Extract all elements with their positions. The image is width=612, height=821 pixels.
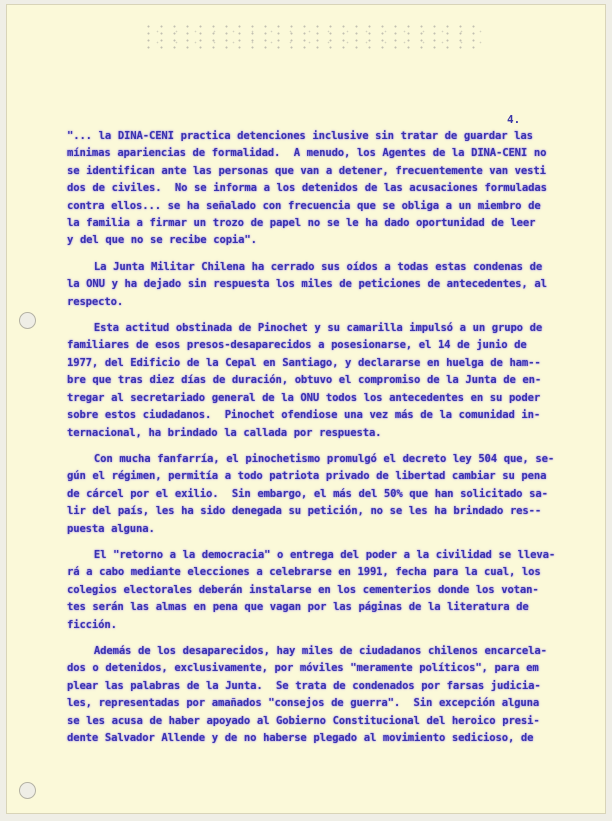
text-line: dente Salvador Allende y de no haberse plegado al movimiento sedicioso, de (67, 732, 534, 744)
text-line: Además de los desaparecidos, hay miles de ciudadanos chilenos encarcela- (67, 644, 547, 657)
text-line: bre que tras diez días de duración, obtuvo el compromiso de la Junta de en- (67, 374, 542, 387)
text-line: se identifican ante las personas que van a detener, frecuentemente van vesti (67, 164, 546, 177)
paragraph (67, 451, 555, 538)
paragraph (67, 259, 547, 311)
text-line: lir del país, les ha sido denegada su petición, no se les ha brindado res-- (67, 505, 542, 518)
punch-hole-top (19, 312, 36, 329)
text-line: puesta alguna. (67, 522, 155, 535)
paragraph (67, 643, 547, 747)
text-line: de cárcel por el exilio. Sin embargo, el más del 50% que han solicitado sa- (67, 487, 548, 500)
text-line: plear las palabras de la Junta. Se trata de condenados por farsas judicia- (67, 679, 541, 692)
text-line: dos o detenidos, exclusivamente, por móviles "meramente políticos", para em (67, 662, 539, 675)
paragraph (67, 547, 556, 634)
document-body (67, 128, 556, 756)
text-line: mínimas apariencias de formalidad. A menudo, los Agentes de la DINA-CENI no (67, 147, 547, 160)
text-line: tes serán las almas en pena que vagan por las páginas de la literatura de (67, 601, 529, 614)
text-line: tregar al secretariado general de la ONU todos los antecedentes en su poder (67, 391, 541, 404)
text-line: 1977, del Edificio de la Cepal en Santiago, y declararse en huelga de ham-- (67, 356, 541, 369)
paragraph (67, 128, 547, 250)
text-line: La Junta Militar Chilena ha cerrado sus oídos a todas estas condenas de (67, 260, 543, 273)
document-page (6, 4, 606, 814)
scan-noise (142, 23, 482, 49)
page-number: 4. (507, 113, 521, 126)
paragraph (67, 320, 543, 442)
text-line: respecto. (67, 295, 124, 308)
text-line: dos de civiles. No se informa a los detenidos de las acusaciones formuladas (67, 182, 547, 195)
text-line: se les acusa de haber apoyado al Gobierno Constitucional del heroico presi- (67, 714, 540, 727)
text-line: contra ellos... se ha señalado con frecuencia que se obliga a un miembro de (67, 199, 541, 212)
text-line: ternacional, ha brindado la callada por respuesta. (67, 426, 382, 439)
text-line: gún el régimen, permitía a todo patriota privado de libertad cambiar su pena (67, 470, 547, 483)
text-line: la familia a firmar un trozo de papel no se le ha dado oportunidad de leer (67, 217, 536, 230)
text-line: les, representadas por amañados "consejos de guerra". Sin excepción alguna (67, 697, 540, 710)
text-line: "... la DINA-CENI practica detenciones inclusive sin tratar de guardar las (67, 130, 533, 142)
text-line: la ONU y ha dejado sin respuesta los miles de peticiones de antecedentes, al (67, 278, 547, 291)
text-line: sobre estos ciudadanos. Pinochet ofendiose una vez más de la comunidad in- (67, 409, 541, 422)
text-line: familiares de esos presos-desaparecidos a posesionarse, el 14 de junio de (67, 339, 527, 352)
text-line: colegios electorales deberán instalarse en los cementerios donde los votan- (67, 583, 539, 596)
text-line: Esta actitud obstinada de Pinochet y su camarilla impulsó a un grupo de (67, 322, 543, 335)
text-line: rá a cabo mediante elecciones a celebrarse en 1991, fecha para la cual, los (67, 566, 541, 579)
text-line: y del que no se recibe copia". (67, 234, 257, 247)
text-line: ficción. (67, 618, 117, 631)
punch-hole-bottom (19, 782, 36, 799)
text-line: Con mucha fanfarría, el pinochetismo promulgó el decreto ley 504 que, se- (67, 452, 555, 465)
text-line: El "retorno a la democracia" o entrega del poder a la civilidad se lleva- (67, 548, 556, 561)
